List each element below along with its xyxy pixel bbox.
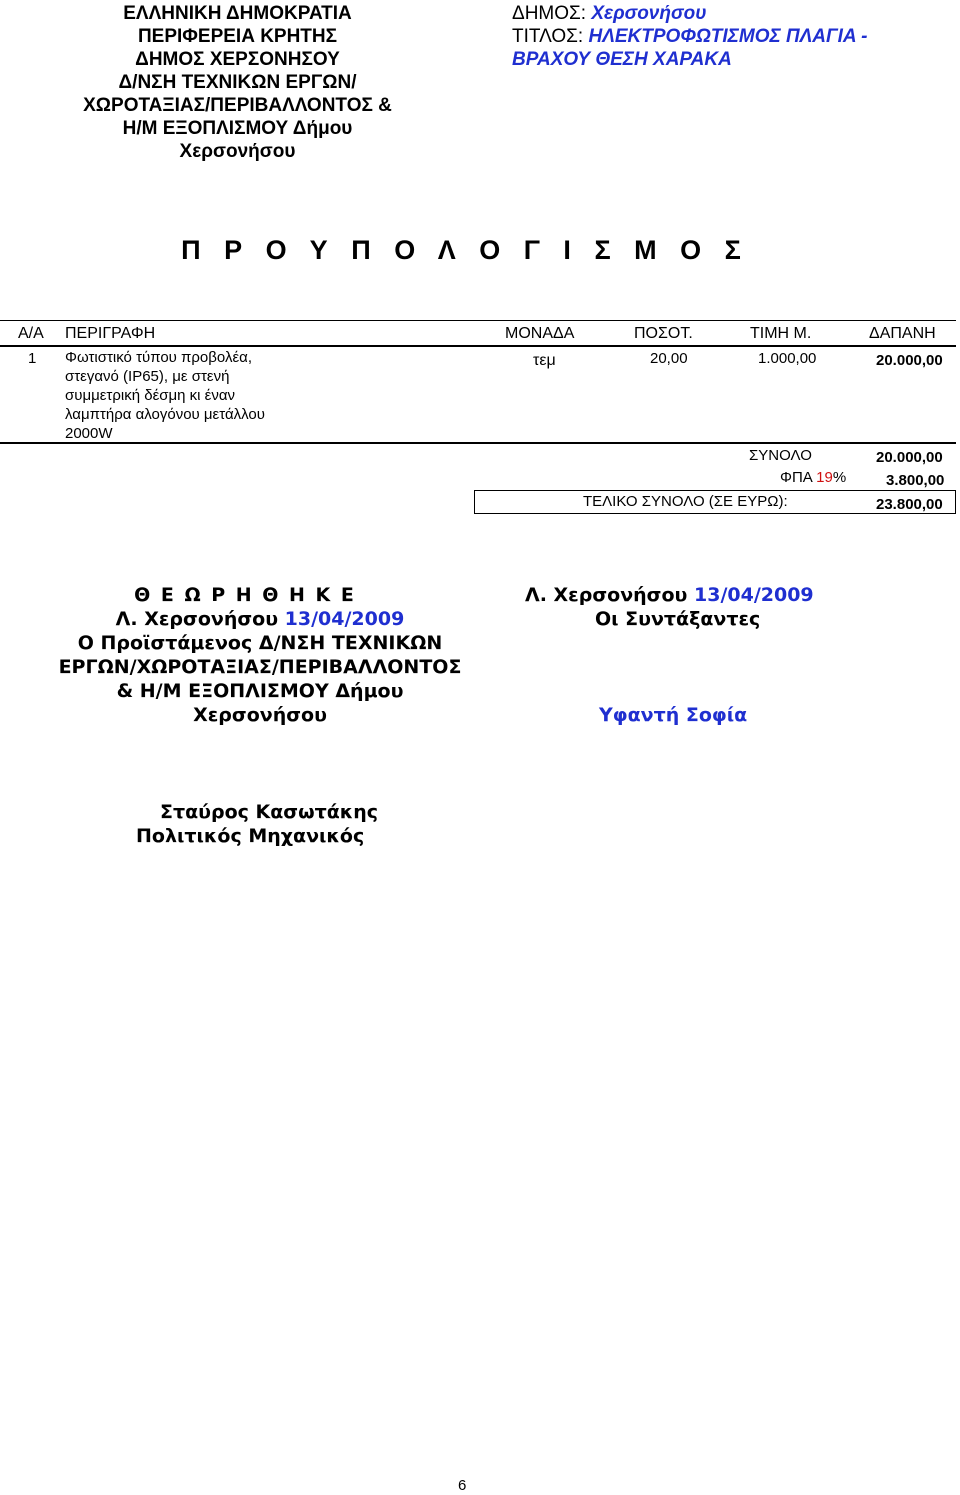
project-title-value-cont: ΒΡΑΧΟΥ ΘΕΣΗ ΧΑΡΑΚΑ [512,49,732,70]
vat-label: ΦΠΑ [780,469,812,486]
totals-box-top [474,490,956,491]
row-description-line: 2000W [65,425,113,442]
grand-total-value: 23.800,00 [876,496,943,513]
signer-title: Πολιτικός Μηχανικός [136,825,365,847]
col-header-cost: ΔΑΠΑΝΗ [869,325,936,342]
approval-heading: Θ Ε Ω Ρ Η Θ Η Κ Ε [134,584,356,606]
project-title-label: ΤΙΤΛΟΣ: [512,26,584,47]
project-title-value: ΗΛΕΚΤΡΟΦΩΤΙΣΜΟΣ ΠΛΑΓΙΑ - [588,26,868,47]
issuer-line: Χερσονήσου [179,141,296,162]
row-description-line: λαμπτήρα αλογόνου μετάλλου [65,406,265,423]
table-header-rule [0,345,956,347]
municipality-label: ΔΗΜΟΣ: [512,3,587,24]
approval-date: 13/04/2009 [284,608,405,630]
col-header-aa: Α/Α [18,325,44,342]
issuer-block [60,2,415,163]
approval-place-date [40,607,480,631]
issuer-line: ΠΕΡΙΦΕΡΕΙΑ ΚΡΗΤΗΣ [137,26,338,47]
row-unit: τεμ [533,352,556,369]
vat-rate: 19 [816,469,833,486]
signer-name: Σταύρος Κασωτάκης [160,801,379,823]
grand-total-label: ΤΕΛΙΚΟ ΣΥΝΟΛΟ (ΣΕ ΕΥΡΩ): [583,493,788,510]
municipality-value: Χερσονήσου [591,3,707,24]
vat-value: 3.800,00 [886,472,945,489]
issuer-line: ΔΗΜΟΣ ΧΕΡΣΟΝΗΣΟΥ [135,49,340,70]
vat-percent: % [832,469,847,486]
issuer-line: Η/Μ ΕΞΟΠΛΙΣΜΟΥ Δήμου [122,118,353,139]
approval-place: Λ. Χερσονήσου [115,608,279,630]
subtotal-label: ΣΥΝΟΛΟ [749,447,812,464]
col-header-unit: ΜΟΝΑΔΑ [505,325,575,342]
col-header-unit-price: ΤΙΜΗ Μ. [750,325,812,342]
composers-place: Λ. Χερσονήσου [525,584,688,606]
row-description-line: συμμετρική δέσμη κι έναν [65,387,236,404]
col-header-quantity: ΠΟΣΟΤ. [634,325,693,342]
project-block [512,2,868,71]
composers-place-date [525,583,814,607]
subtotal-value: 20.000,00 [876,449,943,466]
page-number: 6 [458,1477,467,1494]
approval-role-line: ΕΡΓΩΝ/ΧΩΡΟΤΑΞΙΑΣ/ΠΕΡΙΒΑΛΛΟΝΤΟΣ [58,656,462,678]
issuer-line: Δ/ΝΣΗ ΤΕΧΝΙΚΩΝ ΕΡΓΩΝ/ [118,72,357,93]
totals-box-bottom [474,513,956,514]
row-description [65,348,265,443]
composers-date: 13/04/2009 [694,584,814,606]
col-header-description: ΠΕΡΙΓΡΑΦΗ [65,325,156,342]
composers-heading: Οι Συντάξαντες [595,608,761,630]
composer-name: Υφαντή Σοφία [599,704,748,726]
issuer-line: ΕΛΛΗΝΙΚΗ ΔΗΜΟΚΡΑΤΙΑ [123,3,352,24]
row-unit-price: 1.000,00 [758,350,817,367]
issuer-line: ΧΩΡΟΤΑΞΙΑΣ/ΠΕΡΙΒΑΛΛΟΝΤΟΣ & [83,95,392,116]
table-top-rule [0,320,956,321]
approval-block [40,583,480,727]
totals-box-right [955,490,956,514]
row-cost: 20.000,00 [876,352,943,369]
approval-role-line: Ο Προϊστάμενος Δ/ΝΣΗ ΤΕΧΝΙΚΩΝ [77,632,443,654]
vat-line [780,469,846,486]
approval-role-line: Χερσονήσου [193,704,327,726]
totals-box-left [474,490,475,514]
row-description-line: στεγανό (IP65), με στενή [65,368,230,385]
row-aa: 1 [28,350,37,367]
row-quantity: 20,00 [650,350,688,367]
document-title: Π Ρ Ο Υ Π Ο Λ Ο Γ Ι Σ Μ Ο Σ [181,235,749,265]
row-description-line: Φωτιστικό τύπου προβολέα, [65,349,252,366]
approval-role-line: & Η/Μ ΕΞΟΠΛΙΣΜΟΥ Δήμου [116,680,404,702]
